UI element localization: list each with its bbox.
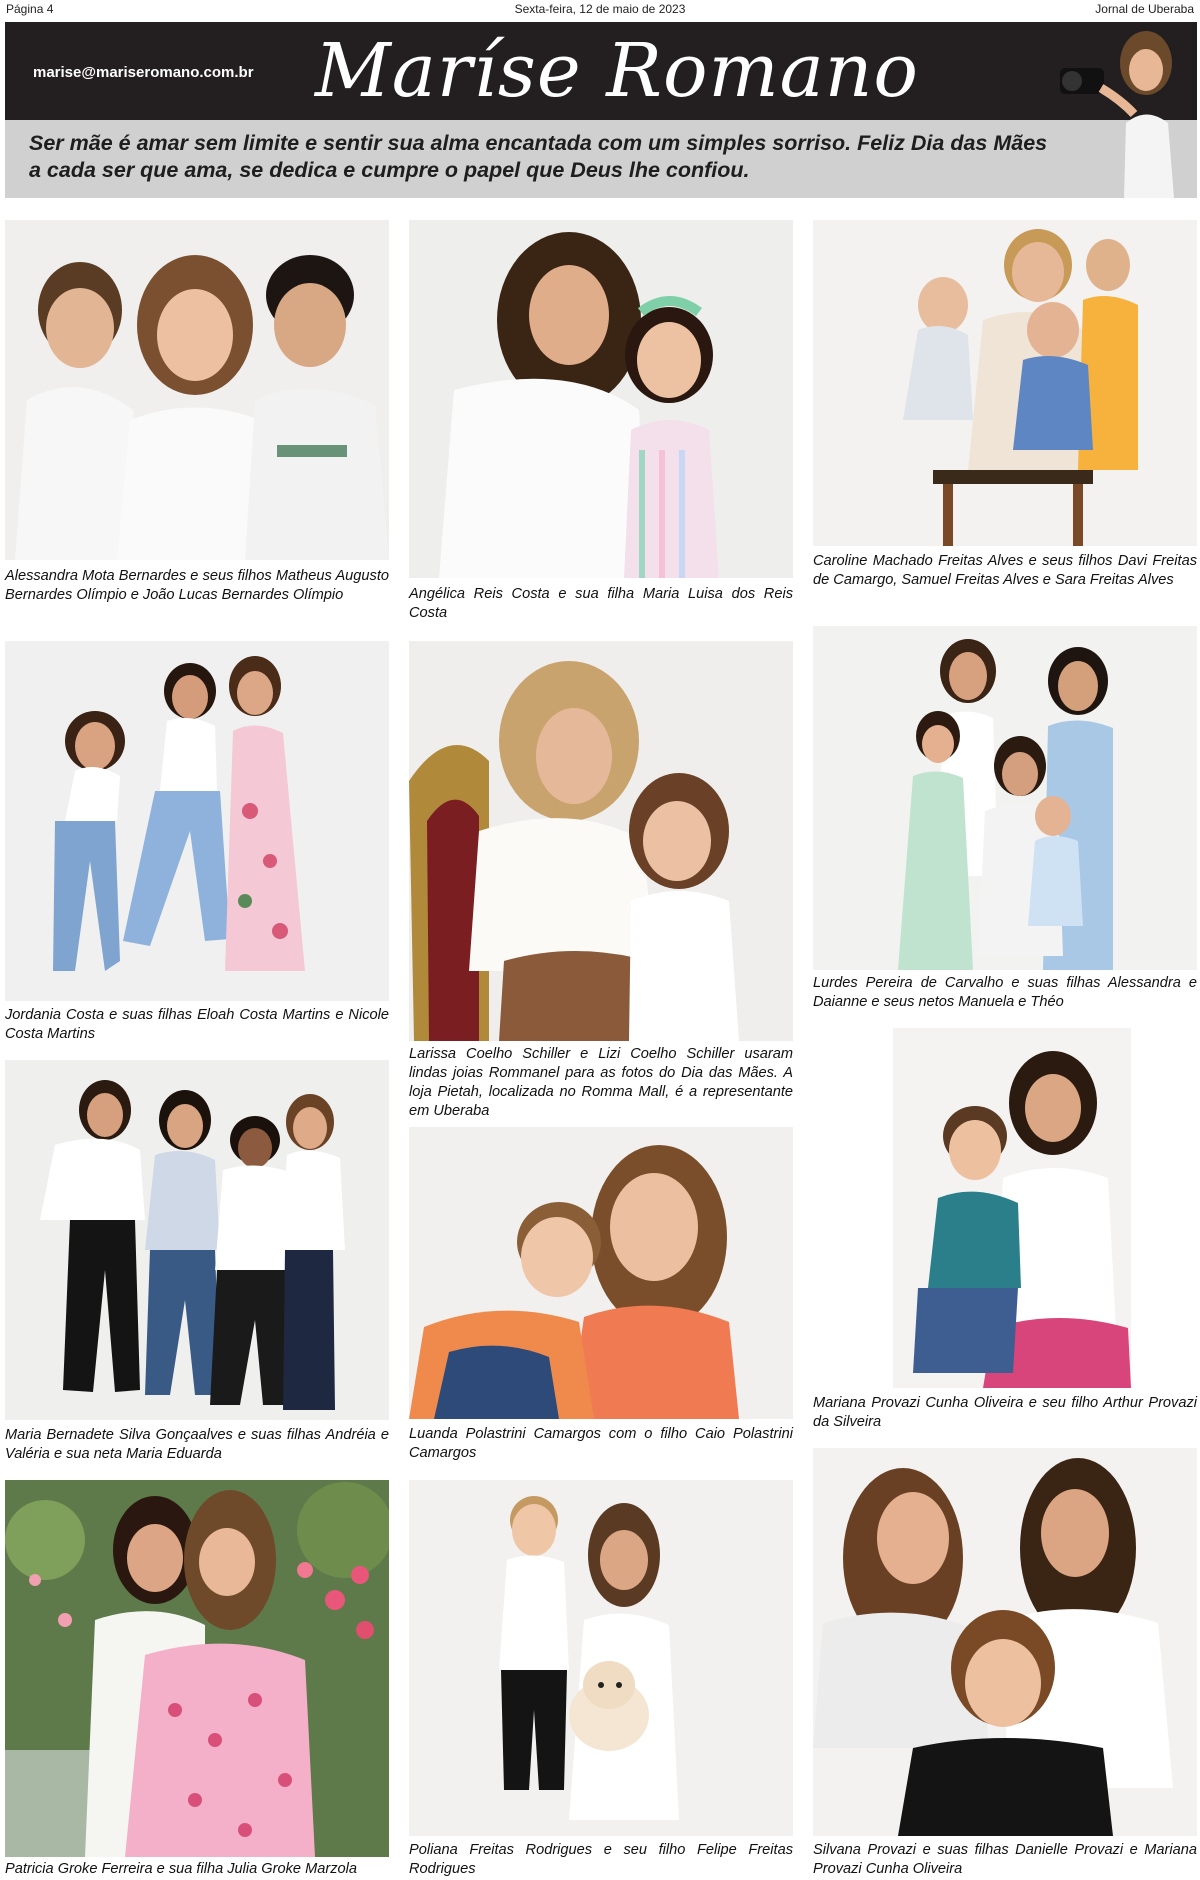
photo-maria-bernadete-family bbox=[5, 1060, 389, 1420]
column-masthead bbox=[5, 22, 1197, 120]
photo-alessandra-family bbox=[5, 220, 389, 560]
author-email: marise@mariseromano.com.br bbox=[33, 64, 254, 81]
tagline-bar bbox=[5, 120, 1197, 198]
photo-larissa-lizi bbox=[409, 641, 793, 1041]
caption: Maria Bernadete Silva Gonçaalves e suas filhas Andréia e Valéria e sua neta Maria Eduarda bbox=[5, 1427, 389, 1462]
photo-patricia-julia bbox=[5, 1480, 389, 1857]
photo-jordania-daughters bbox=[5, 641, 389, 1001]
issue-date: Sexta-feira, 12 de maio de 2023 bbox=[514, 2, 686, 16]
caption: Larissa Coelho Schiller e Lizi Coelho Schiller usaram lindas joias Rommanel para as fotos do Dia das Mães. A loja Pietah, localizada no Romma Mall, é a representante em Uberaba bbox=[409, 1046, 793, 1119]
caption: Poliana Freitas Rodrigues e seu filho Felipe Freitas Rodrigues bbox=[409, 1842, 793, 1877]
caption: Patricia Groke Ferreira e sua filha Julia Groke Marzola bbox=[5, 1861, 358, 1877]
caption: Silvana Provazi e suas filhas Danielle Provazi e Mariana Provazi Cunha Oliveira bbox=[813, 1842, 1197, 1877]
page-number: Página 4 bbox=[6, 2, 54, 16]
columnist-photo bbox=[1046, 18, 1196, 198]
caption: Mariana Provazi Cunha Oliveira e seu filho Arthur Provazi da Silveira bbox=[813, 1395, 1197, 1430]
caption: Luanda Polastrini Camargos com o filho Caio Polastrini Camargos bbox=[409, 1426, 793, 1461]
column-title: Maríse Romano bbox=[315, 28, 919, 114]
caption: Lurdes Pereira de Carvalho e suas filhas Alessandra e Daianne e seus netos Manuela e Théo bbox=[813, 975, 1197, 1010]
photo-silvana-daughters bbox=[813, 1448, 1197, 1836]
photo-lurdes-family bbox=[813, 626, 1197, 970]
photo-luanda-caio bbox=[409, 1127, 793, 1419]
journal-name: Jornal de Uberaba bbox=[1095, 2, 1194, 16]
tagline: Ser mãe é amar sem limite e sentir sua alma encantada com um simples sorriso. Feliz Dia das Mães a cada ser que ama, se dedica e cumpre o papel que Deus lhe confiou. bbox=[29, 131, 1048, 182]
photo-mariana-arthur bbox=[893, 1028, 1131, 1388]
page-header bbox=[0, 0, 1200, 20]
photo-angelica-daughter bbox=[409, 220, 793, 578]
photo-poliana-felipe bbox=[409, 1480, 793, 1836]
caption: Alessandra Mota Bernardes e seus filhos Matheus Augusto Bernardes Olímpio e João Lucas Bernardes Olímpio bbox=[5, 568, 389, 603]
caption: Jordania Costa e suas filhas Eloah Costa Martins e Nicole Costa Martins bbox=[5, 1007, 389, 1042]
photo-caroline-children bbox=[813, 220, 1197, 546]
caption: Caroline Machado Freitas Alves e seus filhos Davi Freitas de Camargo, Samuel Freitas Alves e Sara Freitas Alves bbox=[813, 553, 1197, 588]
caption: Angélica Reis Costa e sua filha Maria Luisa dos Reis Costa bbox=[409, 586, 793, 621]
